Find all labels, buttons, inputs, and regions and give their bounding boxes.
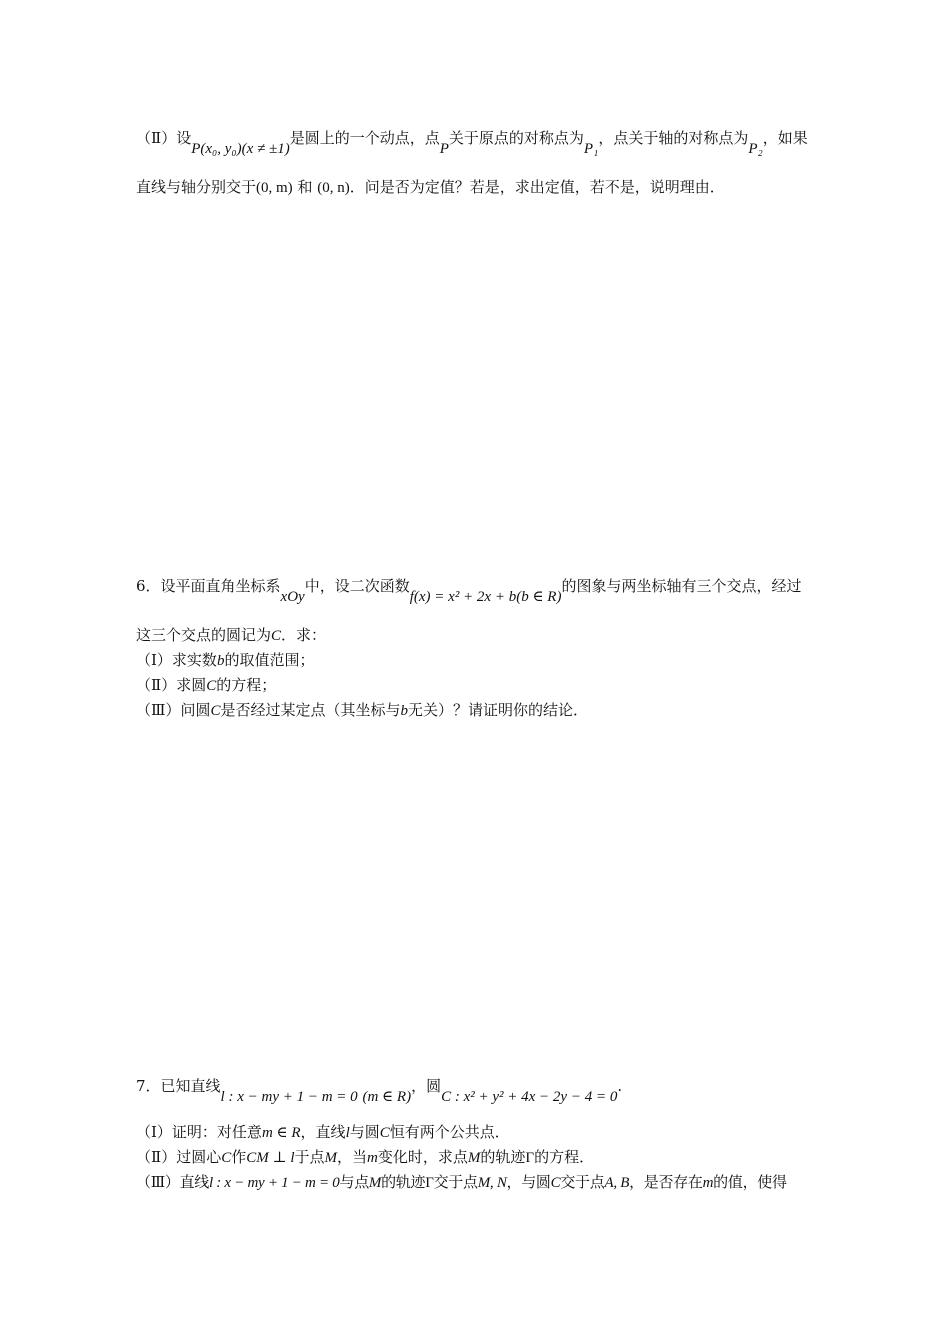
math-m-point: M bbox=[324, 1150, 338, 1166]
text: ．求： bbox=[281, 626, 327, 644]
text: 的方程． bbox=[534, 1148, 595, 1166]
q7-part3 bbox=[136, 1172, 787, 1193]
math-cm-perp-l: CM ⊥ l bbox=[246, 1150, 295, 1166]
text: 作 bbox=[231, 1148, 247, 1166]
math-m: m bbox=[702, 1175, 714, 1191]
q6-line1 bbox=[136, 576, 802, 605]
text: 的取值范围； bbox=[224, 651, 315, 669]
q6-part1 bbox=[136, 650, 314, 671]
text: 的值，使得 bbox=[713, 1173, 787, 1191]
q5-part2-line2 bbox=[136, 177, 725, 198]
text: ，与圆 bbox=[506, 1173, 551, 1191]
text: 这三个交点的圆记为 bbox=[136, 626, 272, 644]
q5-part2-line1 bbox=[136, 128, 808, 157]
text: 直线与轴分别交于 bbox=[136, 178, 257, 196]
math-gamma: Γ bbox=[425, 1175, 434, 1191]
text: ，是否存在 bbox=[629, 1173, 703, 1191]
q6-line2 bbox=[136, 625, 326, 646]
math-b: b bbox=[400, 703, 408, 719]
math-l: l bbox=[345, 1125, 350, 1141]
math-circle-c: C : x² + y² + 4x − 2y − 4 = 0 bbox=[441, 1089, 618, 1105]
text: （Ⅱ）求圆 bbox=[136, 676, 207, 694]
math-line-l: l : x − my + 1 − m = 0 bbox=[220, 1089, 358, 1105]
text: ，点关于轴的对称点为 bbox=[598, 129, 749, 147]
math-c: C bbox=[221, 1150, 232, 1166]
math-condition: (m ∈ R) bbox=[362, 1089, 412, 1105]
math-c: C bbox=[271, 628, 282, 644]
text: 与点 bbox=[339, 1173, 369, 1191]
math-c: C bbox=[206, 678, 217, 694]
math-b: b bbox=[216, 653, 225, 669]
text: 与圆 bbox=[349, 1123, 380, 1141]
math-m-point: M bbox=[368, 1175, 382, 1191]
text: 交于点 bbox=[560, 1173, 605, 1191]
math-m-point: M bbox=[467, 1150, 481, 1166]
math-point-p: P(x₀, y₀)(x ≠ ±1) bbox=[191, 141, 290, 157]
math-gamma: Γ bbox=[525, 1150, 535, 1166]
text: （Ⅲ）直线 bbox=[136, 1173, 209, 1191]
math-m-in-r: m ∈ R bbox=[261, 1125, 301, 1141]
math-c: C bbox=[379, 1125, 390, 1141]
text: 中，设二次函数 bbox=[304, 577, 410, 595]
math-xoy: xOy bbox=[280, 589, 305, 605]
math-point-0n: (0, n) bbox=[317, 180, 350, 196]
text: 的方程； bbox=[216, 676, 277, 694]
math-m: m bbox=[367, 1150, 378, 1166]
text: （Ⅲ）问圆 bbox=[136, 701, 211, 719]
text: . bbox=[617, 1077, 623, 1095]
q7-part1 bbox=[136, 1122, 510, 1143]
q7-part2 bbox=[136, 1147, 594, 1168]
text: 无关）？请证明你的结论． bbox=[408, 701, 589, 719]
text: 于点 bbox=[294, 1148, 325, 1166]
text: 的轨迹 bbox=[480, 1148, 526, 1166]
text: （Ⅰ）证明：对任意 bbox=[136, 1123, 262, 1141]
q6-part2 bbox=[136, 675, 276, 696]
q7-number: 7．已知直线 bbox=[136, 1077, 221, 1095]
q6-number: 6．设平面直角坐标系 bbox=[136, 577, 281, 595]
math-c: C bbox=[550, 1175, 561, 1191]
q6-part3 bbox=[136, 700, 588, 721]
text: ，圆 bbox=[411, 1077, 442, 1095]
q7-line1 bbox=[136, 1076, 623, 1105]
math-ab: A, B bbox=[604, 1175, 630, 1191]
text: 恒有两个公共点． bbox=[389, 1123, 510, 1141]
text: ．问是否为定值？若是，求出定值，若不是，说明理由． bbox=[349, 178, 725, 196]
math-c: C bbox=[210, 703, 221, 719]
text: ，直线 bbox=[300, 1123, 346, 1141]
text: 和 bbox=[297, 178, 313, 196]
math-p2: P₂ bbox=[748, 141, 763, 157]
text: 变化时，求点 bbox=[377, 1148, 468, 1166]
math-point-0m: (0, m) bbox=[256, 180, 293, 196]
text: 关于原点的对称点为 bbox=[448, 129, 584, 147]
text: （Ⅱ）过圆心 bbox=[136, 1148, 222, 1166]
math-line-l: l : x − my + 1 − m = 0 bbox=[208, 1175, 340, 1191]
text: 的图象与两坐标轴有三个交点，经过 bbox=[561, 577, 802, 595]
text: 交于点 bbox=[433, 1173, 478, 1191]
text: 是圆上的一个动点，点 bbox=[289, 129, 440, 147]
math-mn: M, N bbox=[477, 1175, 507, 1191]
text: （Ⅰ）求实数 bbox=[136, 651, 217, 669]
text: ，当 bbox=[337, 1148, 368, 1166]
math-quadratic: f(x) = x² + 2x + b(b ∈ R) bbox=[409, 589, 562, 605]
text: ，如果 bbox=[762, 129, 808, 147]
text: 的轨迹 bbox=[381, 1173, 426, 1191]
q5-part2-label: （Ⅱ）设 bbox=[136, 129, 192, 147]
text: 是否经过某定点（其坐标与 bbox=[220, 701, 401, 719]
math-p1: P₁ bbox=[583, 141, 599, 157]
math-p: P bbox=[439, 141, 449, 157]
